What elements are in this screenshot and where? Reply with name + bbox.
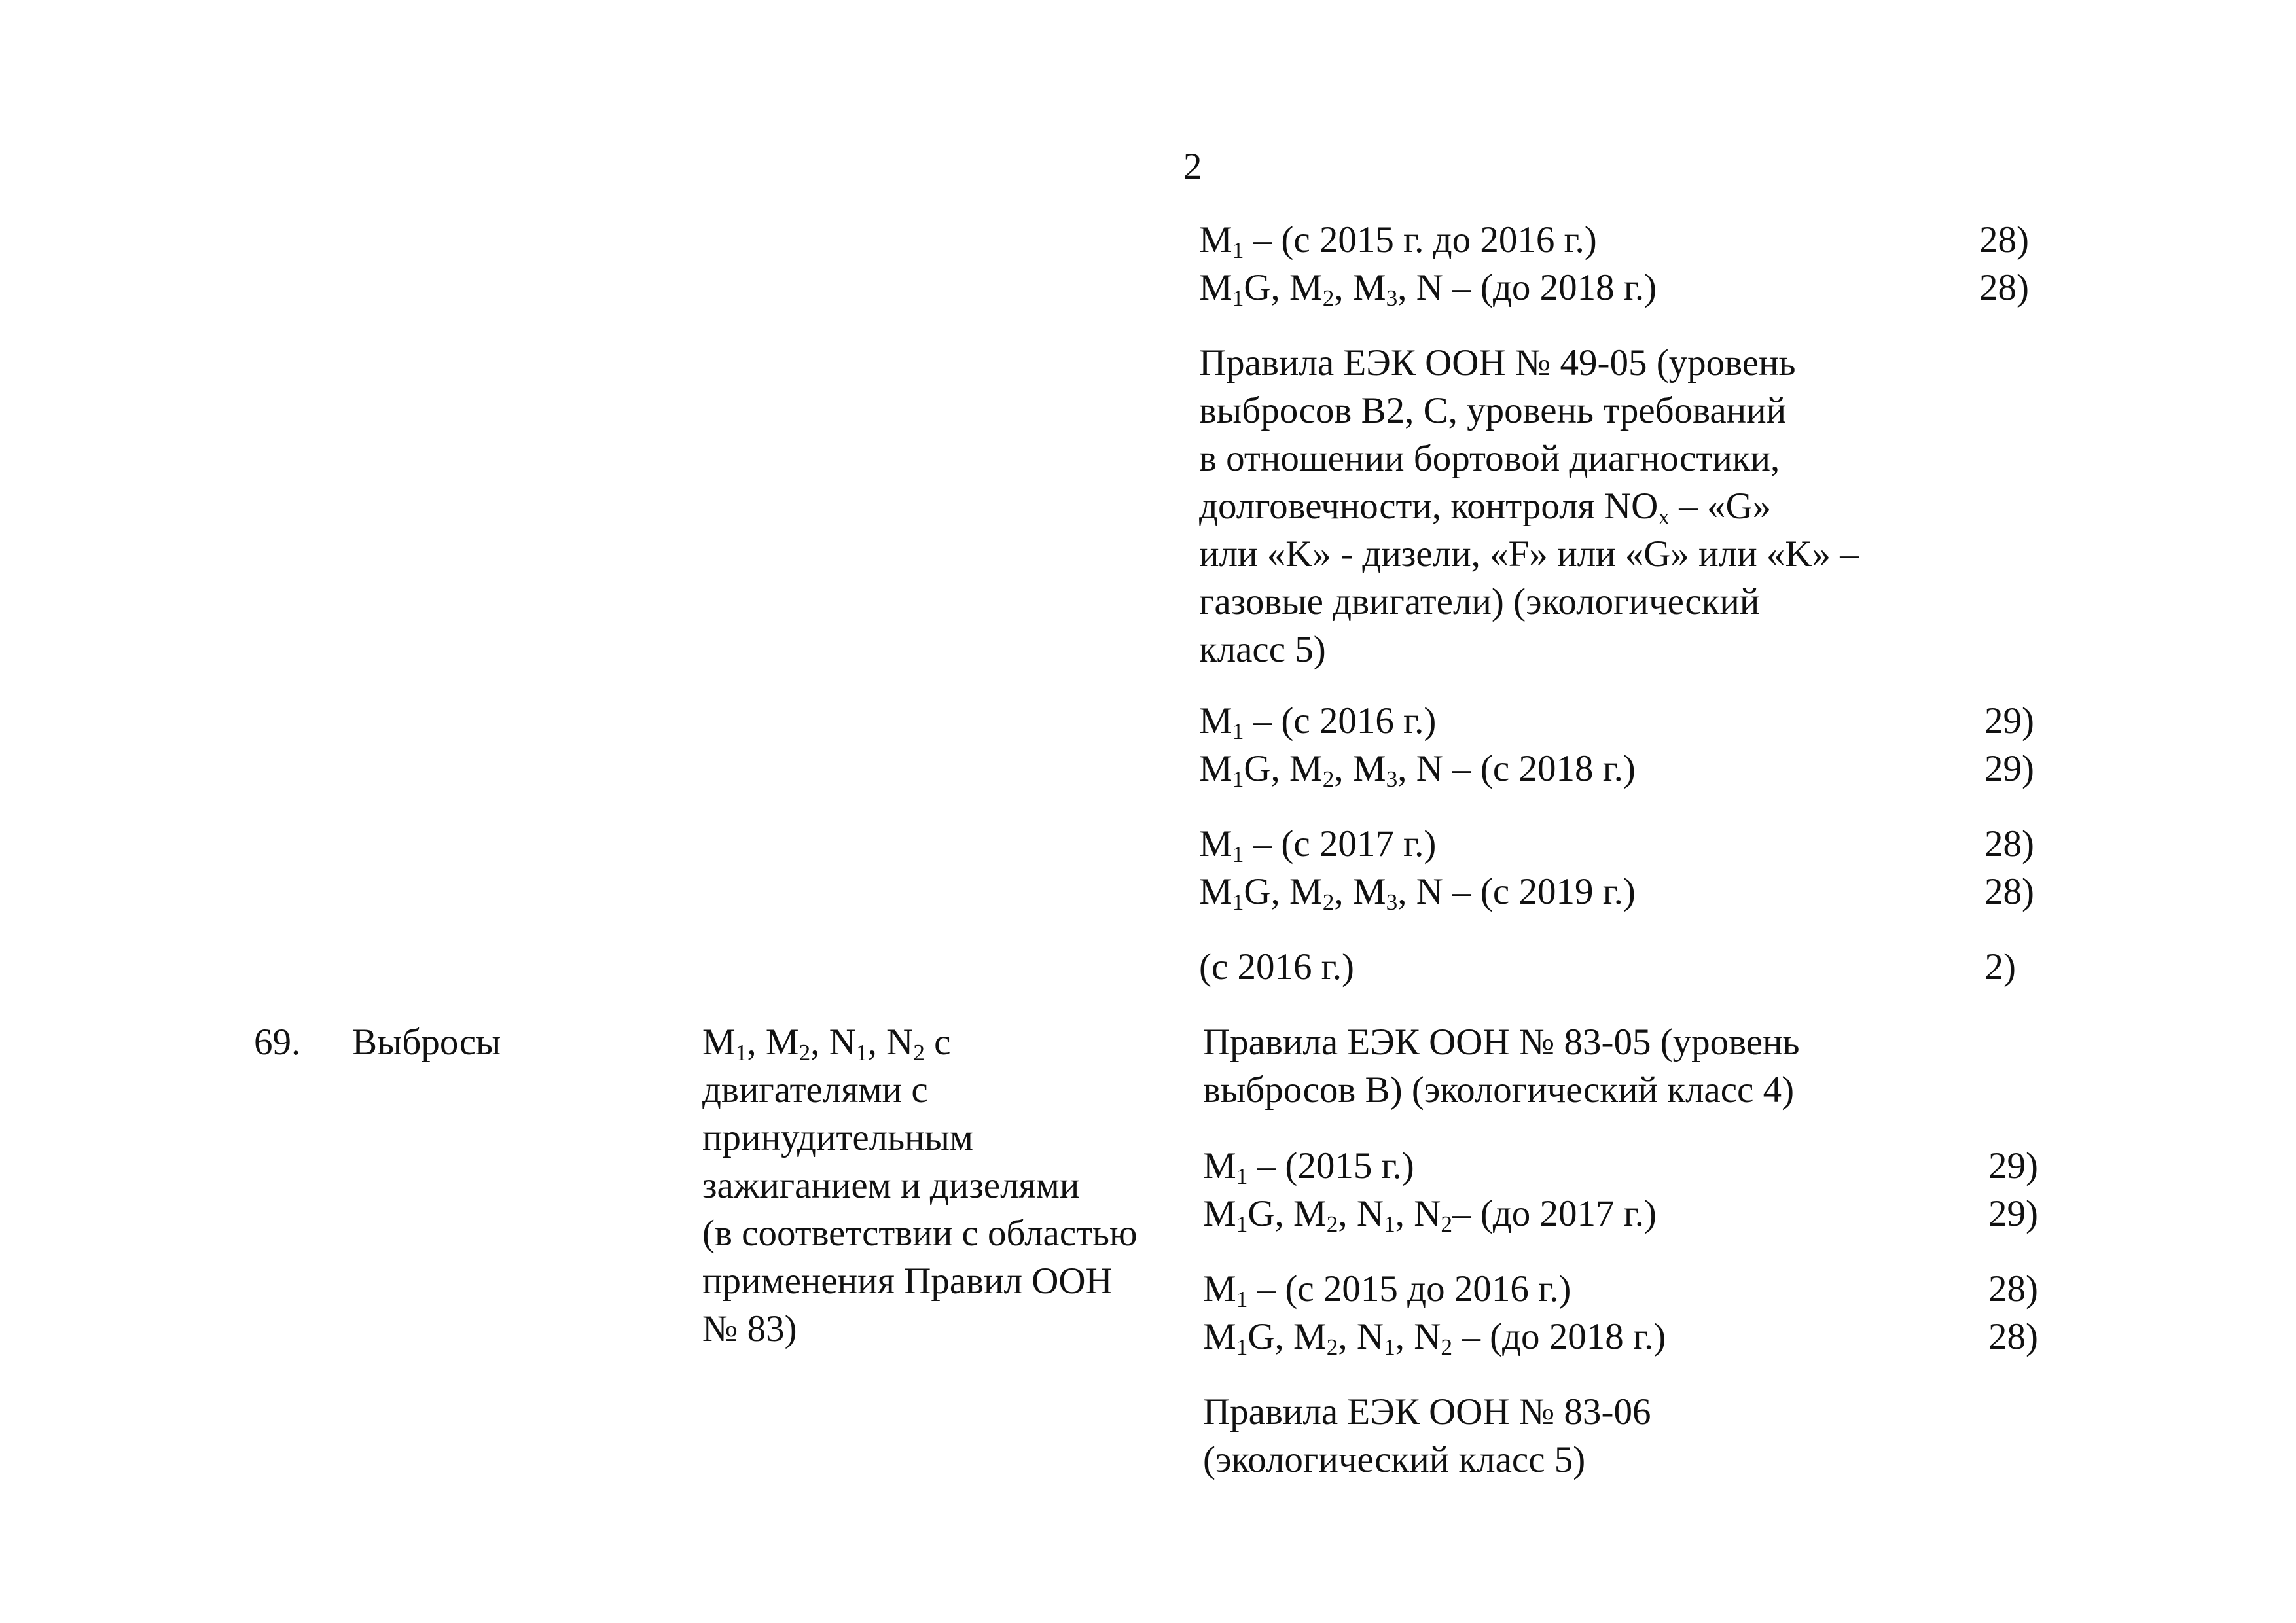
entry-text: $M_1G$, $M_2$, $N_1$, $N_2-$ (до 2017 г.) — [1203, 1193, 1657, 1237]
footnote-ref: 28) — [1984, 871, 2034, 912]
entry-text: $M_1 - (2015$ г.) — [1203, 1145, 1414, 1189]
paragraph-line: Правила ЕЭК ООН № 83-05 (уровень — [1203, 1022, 1800, 1063]
regulation-paragraph — [1203, 1388, 1651, 1484]
paragraph-line: Правила ЕЭК ООН № 49-05 (уровень — [1199, 342, 1796, 383]
entry-text: $M_1G$, $M_2$, $M_3$, N – (с 2019 г.) — [1199, 871, 1636, 915]
entry-text: (с 2016 г.) — [1199, 946, 1354, 988]
row-number: 69. — [254, 1022, 301, 1063]
paragraph-line: выбросов В2, С, уровень требований — [1199, 390, 1787, 431]
entry-text: $M_1 - (с$ 2016 г.) — [1199, 700, 1437, 744]
regulation-paragraph — [1199, 339, 1859, 673]
footnote-ref: 2) — [1984, 946, 2016, 988]
footnote-ref: 28) — [1988, 1316, 2038, 1357]
footnote-ref: 29) — [1984, 700, 2034, 741]
footnote-ref: 29) — [1988, 1145, 2038, 1186]
paragraph-line: в отношении бортовой диагностики, — [1199, 438, 1780, 479]
entry-text: $M_1G$, $M_2$, $M_3$, N – (с 2018 г.) — [1199, 748, 1636, 792]
regulation-paragraph — [1203, 1018, 1800, 1114]
footnote-ref: 28) — [1979, 219, 2029, 260]
paragraph-line: Правила ЕЭК ООН № 83-06 — [1203, 1391, 1651, 1433]
paragraph-line: выбросов В) (экологический класс 4) — [1203, 1069, 1795, 1111]
paragraph-line: $M_1$, $M_2$, $N_1$, $N_2$ с — [702, 1022, 951, 1065]
footnote-ref: 28) — [1979, 267, 2029, 308]
vehicle-category — [702, 1018, 1138, 1353]
page-number: 2 — [1183, 146, 1202, 187]
paragraph-line: принудительным — [702, 1117, 973, 1158]
footnote-ref: 29) — [1984, 748, 2034, 789]
paragraph-line: класс 5) — [1199, 629, 1326, 670]
item-name: Выбросы — [352, 1022, 501, 1063]
paragraph-line: № 83) — [702, 1308, 797, 1349]
entry-text: $M_1G$, $M_2$, $M_3$, N – (до 2018 г.) — [1199, 267, 1657, 311]
footnote-ref: 28) — [1988, 1268, 2038, 1310]
entry-text: $M_1 - (с$ 2015 г. до 2016 г.) — [1199, 219, 1597, 263]
footnote-ref: 28) — [1984, 823, 2034, 865]
paragraph-line: или «K» - дизели, «F» или «G» или «K» – — [1199, 533, 1859, 575]
entry-text: $M_1 - (с$ 2015 до 2016 г.) — [1203, 1268, 1571, 1312]
entry-text: $M_1G$, $M_2$, $N_1$, $N_2 - (до$ 2018 г.) — [1203, 1316, 1666, 1360]
entry-text: $M_1 - (с$ 2017 г.) — [1199, 823, 1437, 867]
paragraph-line: газовые двигатели) (экологический — [1199, 581, 1760, 622]
paragraph-line: (экологический класс 5) — [1203, 1439, 1586, 1480]
footnote-ref: 29) — [1988, 1193, 2038, 1234]
paragraph-line: двигателями с — [702, 1069, 928, 1111]
paragraph-line: (в соответствии с областью — [702, 1213, 1138, 1254]
paragraph-line: зажиганием и дизелями — [702, 1165, 1080, 1206]
paragraph-line: долговечности, контроля $NO_x$ – «G» — [1199, 486, 1772, 529]
paragraph-line: применения Правил ООН — [702, 1260, 1113, 1302]
